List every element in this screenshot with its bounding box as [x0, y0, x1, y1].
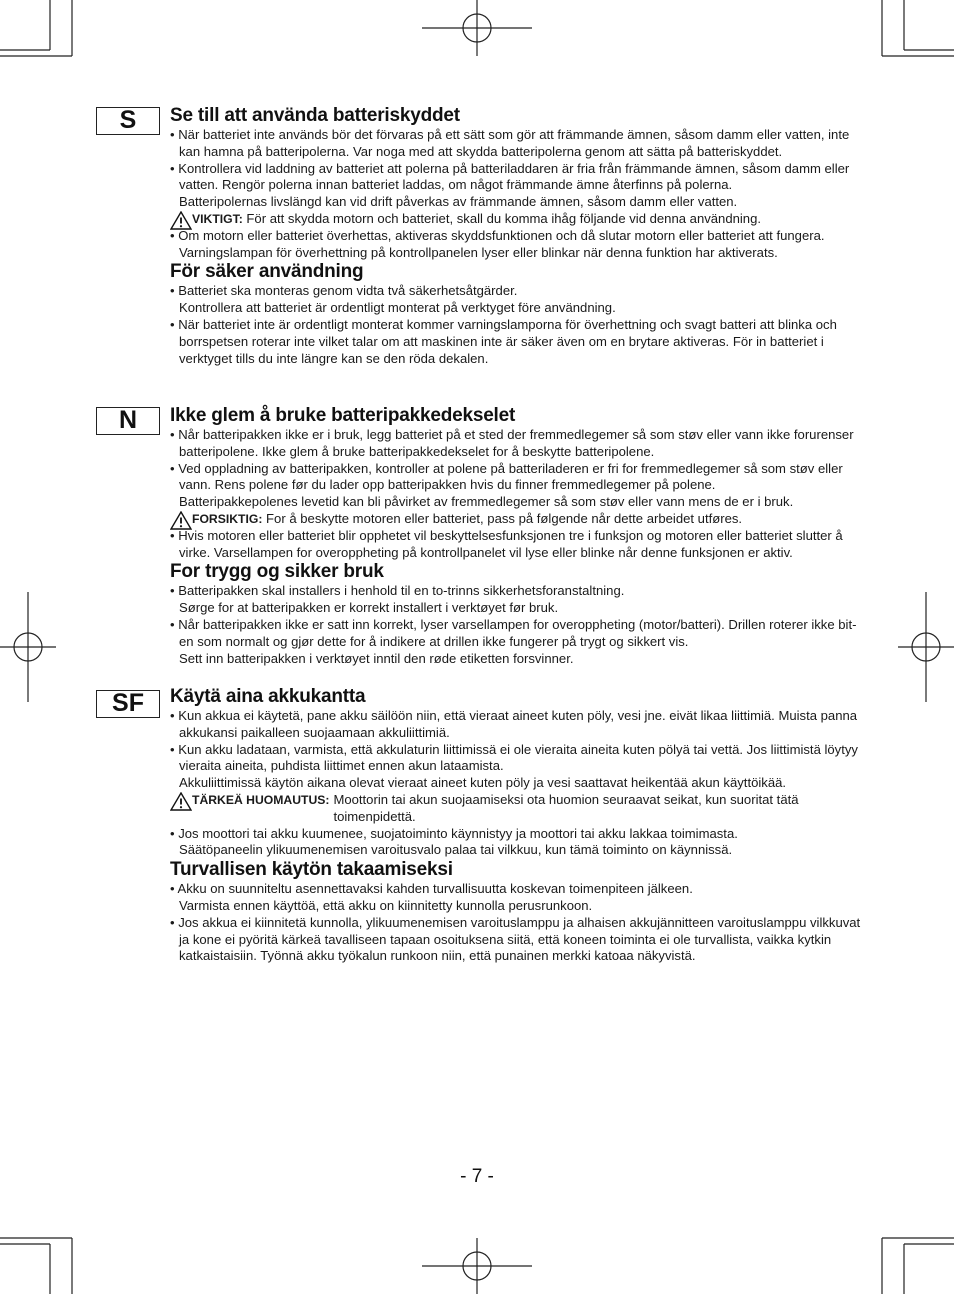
bullet-item: • Når batteripakken ikke er i bruk, legg batteriet på et sted der fremmedlegemer så som støv eller vann ikke forurenser batteripolene. Ikke glem å bruke batteripakkedekselet for å beskytte batteripolene.	[170, 427, 854, 459]
bullet-item: • När batteriet inte används bör det förvaras på ett sätt som gör att främmande ämnen, såsom damm eller vatten, inte kan hamna på batteripolerna. Var noga med att skydda batteripolerna genom att sätta på batteriskyddet.	[170, 127, 850, 159]
bullet-item: • När batteriet inte är ordentligt monterat kommer varningslamporna för överhettning och svagt batteri att blinka och borrspetsen roterar inte vilket talar om att maskinen inte är säker även om en brytare aktiveras. För in batteriet i verktyget tills du inte längre kan se den röda dekalen.	[170, 316, 837, 366]
warning-note	[170, 792, 870, 826]
warning-label: FORSIKTIG:	[192, 511, 263, 526]
warning-label: TÄRKEÄ HUOMAUTUS:	[192, 792, 330, 807]
warning-note	[170, 211, 870, 228]
continuation-text: Kontrollera att batteriet är ordentligt monterat på verktyget före användning.	[179, 300, 616, 316]
section-subtitle: Turvallisen käytön takaamiseksi	[170, 859, 453, 881]
continuation-text: Batteripolernas livslängd kan vid drift påverkas av främmande ämnen, såsom damm eller vatten.	[179, 194, 738, 210]
section-title: Käytä aina akkukantta	[170, 686, 366, 707]
warning-triangle-icon	[170, 511, 192, 530]
warning-triangle-icon	[170, 211, 192, 230]
continuation-text: Sett inn batteripakken i verktøyet inntil den røde etiketten forsvinner.	[179, 650, 574, 666]
bullet-item: • Akku on suunniteltu asennettavaksi kahden turvallisuutta koskevan toimenpiteen jälkeen.	[170, 881, 693, 897]
bullet-item: • Kun akku ladataan, varmista, että akkulaturin liittimissä ei ole vieraita aineita kuten pölyä tai vettä. Jos liittimistä löytyy vieraita aineita, puhdista liittimet ennen akun lataamista.	[170, 741, 858, 774]
continuation-text: Varmista ennen käyttöä, että akku on kiinnitetty kunnolla perusrunkoon.	[179, 897, 593, 913]
page-number: - 7 -	[460, 1166, 494, 1187]
section-finnish	[170, 686, 870, 965]
warning-triangle-icon	[170, 792, 192, 811]
bullet-item: • Batteripakken skal installers i henhold til en to-trinns sikkerhetsforanstaltning.	[170, 583, 625, 599]
section-norwegian	[170, 405, 870, 667]
bullet-item: • Jos moottori tai akku kuumenee, suojatoiminto käynnistyy ja moottori tai akku lakkaa toimimasta.	[170, 825, 738, 841]
section-subtitle: For trygg og sikker bruk	[170, 561, 384, 583]
section-swedish	[170, 105, 870, 367]
warning-note	[170, 511, 870, 528]
warning-text: För att skydda motorn och batteriet, skall du komma ihåg följande vid denna användning.	[242, 210, 762, 226]
language-badge-norwegian: N	[96, 407, 160, 435]
bullet-item: • Kontrollera vid laddning av batteriet att polerna på batteriladdaren är fria från främmande ämnen, såsom damm eller vatten. Rengör polerna innan batteriet laddas, om något främmande ämne återfinns på polerna.	[170, 160, 850, 193]
continuation-text: Batteripakkepolenes levetid kan bli påvirket av fremmedlegemer så som støv eller vann mens de er i bruk.	[179, 494, 794, 510]
warning-text: For å beskytte motoren eller batteriet, pass på følgende når dette arbeidet utføres.	[262, 510, 743, 526]
bullet-item: • Hvis motoren eller batteriet blir opphetet vil beskyttelsesfunksjonen tre i funksjon og motoren eller batteriet slutter å virke. Varsellampen for overoppheting på kontrollpanelet vil lyse eller blinke når denne funksjonen er aktiv.	[170, 527, 843, 560]
warning-label: VIKTIGT:	[192, 211, 243, 226]
bullet-item: • Jos akkua ei kiinnitetä kunnolla, ylikuumenemisen varoituslamppu ja alhaisen akkujännitteen varoituslamppu vilkkuvat ja kone ei pyöritä kärkeä tavalliseen tapaan osoituksena siitä, että koneen toiminta ei ole turvallista, vaikka kytkin katkaistaisiin. Työnnä akku työkalun runkoon niin, että punainen merkki katoaa näkyvistä.	[170, 914, 861, 964]
bullet-item: • Når batteripakken ikke er satt inn korrekt, lyser varsellampen for overoppheting (motor/batteri). Drillen roterer ikke bit-en som normalt og gjør dette for å indikere at drillen ikke fungerer på trygt og sikkert vis.	[170, 616, 857, 649]
bullet-item: • Ved oppladning av batteripakken, kontroller at polene på batteriladeren er fri for fremmedlegemer så som støv eller vann. Rens polene før du lader opp batteripakken hvis du finner fremmedlegemer på polene.	[170, 460, 843, 493]
bullet-item: • Om motorn eller batteriet överhettas, aktiveras skyddsfunktionen och då slutar motorn eller batteriet att fungera. Varningslampan för överhettning på kontrollpanelen lyser eller blinkar när denna funktion har aktiverats.	[170, 227, 825, 260]
warning-text: Moottorin tai akun suojaamiseksi ota huomion seuraavat seikat, kun suoritat tätä toimenpidettä.	[333, 791, 799, 824]
continuation-text: Akkuliittimissä käytön aikana olevat vieraat aineet kuten pöly ja vesi saattavat heikentää akun käyttöikää.	[179, 775, 787, 791]
section-title: Se till att använda batteriskyddet	[170, 105, 460, 126]
bullet-item: • Kun akkua ei käytetä, pane akku säilöön niin, että vieraat aineet kuten pöly, vesi jne. eivät likaa liittimiä. Muista panna akkukansi paikalleen suojaamaan akkuliittimiä.	[170, 708, 858, 740]
language-badge-finnish: SF	[96, 690, 160, 718]
continuation-text: Sørge for at batteripakken er korrekt installert i verktøyet før bruk.	[179, 600, 559, 616]
section-title: Ikke glem å bruke batteripakkedekselet	[170, 405, 516, 426]
section-subtitle: För säker användning	[170, 261, 364, 283]
bullet-item: • Batteriet ska monteras genom vidta två säkerhetsåtgärder.	[170, 283, 518, 299]
language-badge-swedish: S	[96, 107, 160, 135]
continuation-text: Säätöpaneelin ylikuumenemisen varoitusvalo palaa tai vilkkuu, kun tämä toiminto on käynnissä.	[179, 842, 733, 858]
